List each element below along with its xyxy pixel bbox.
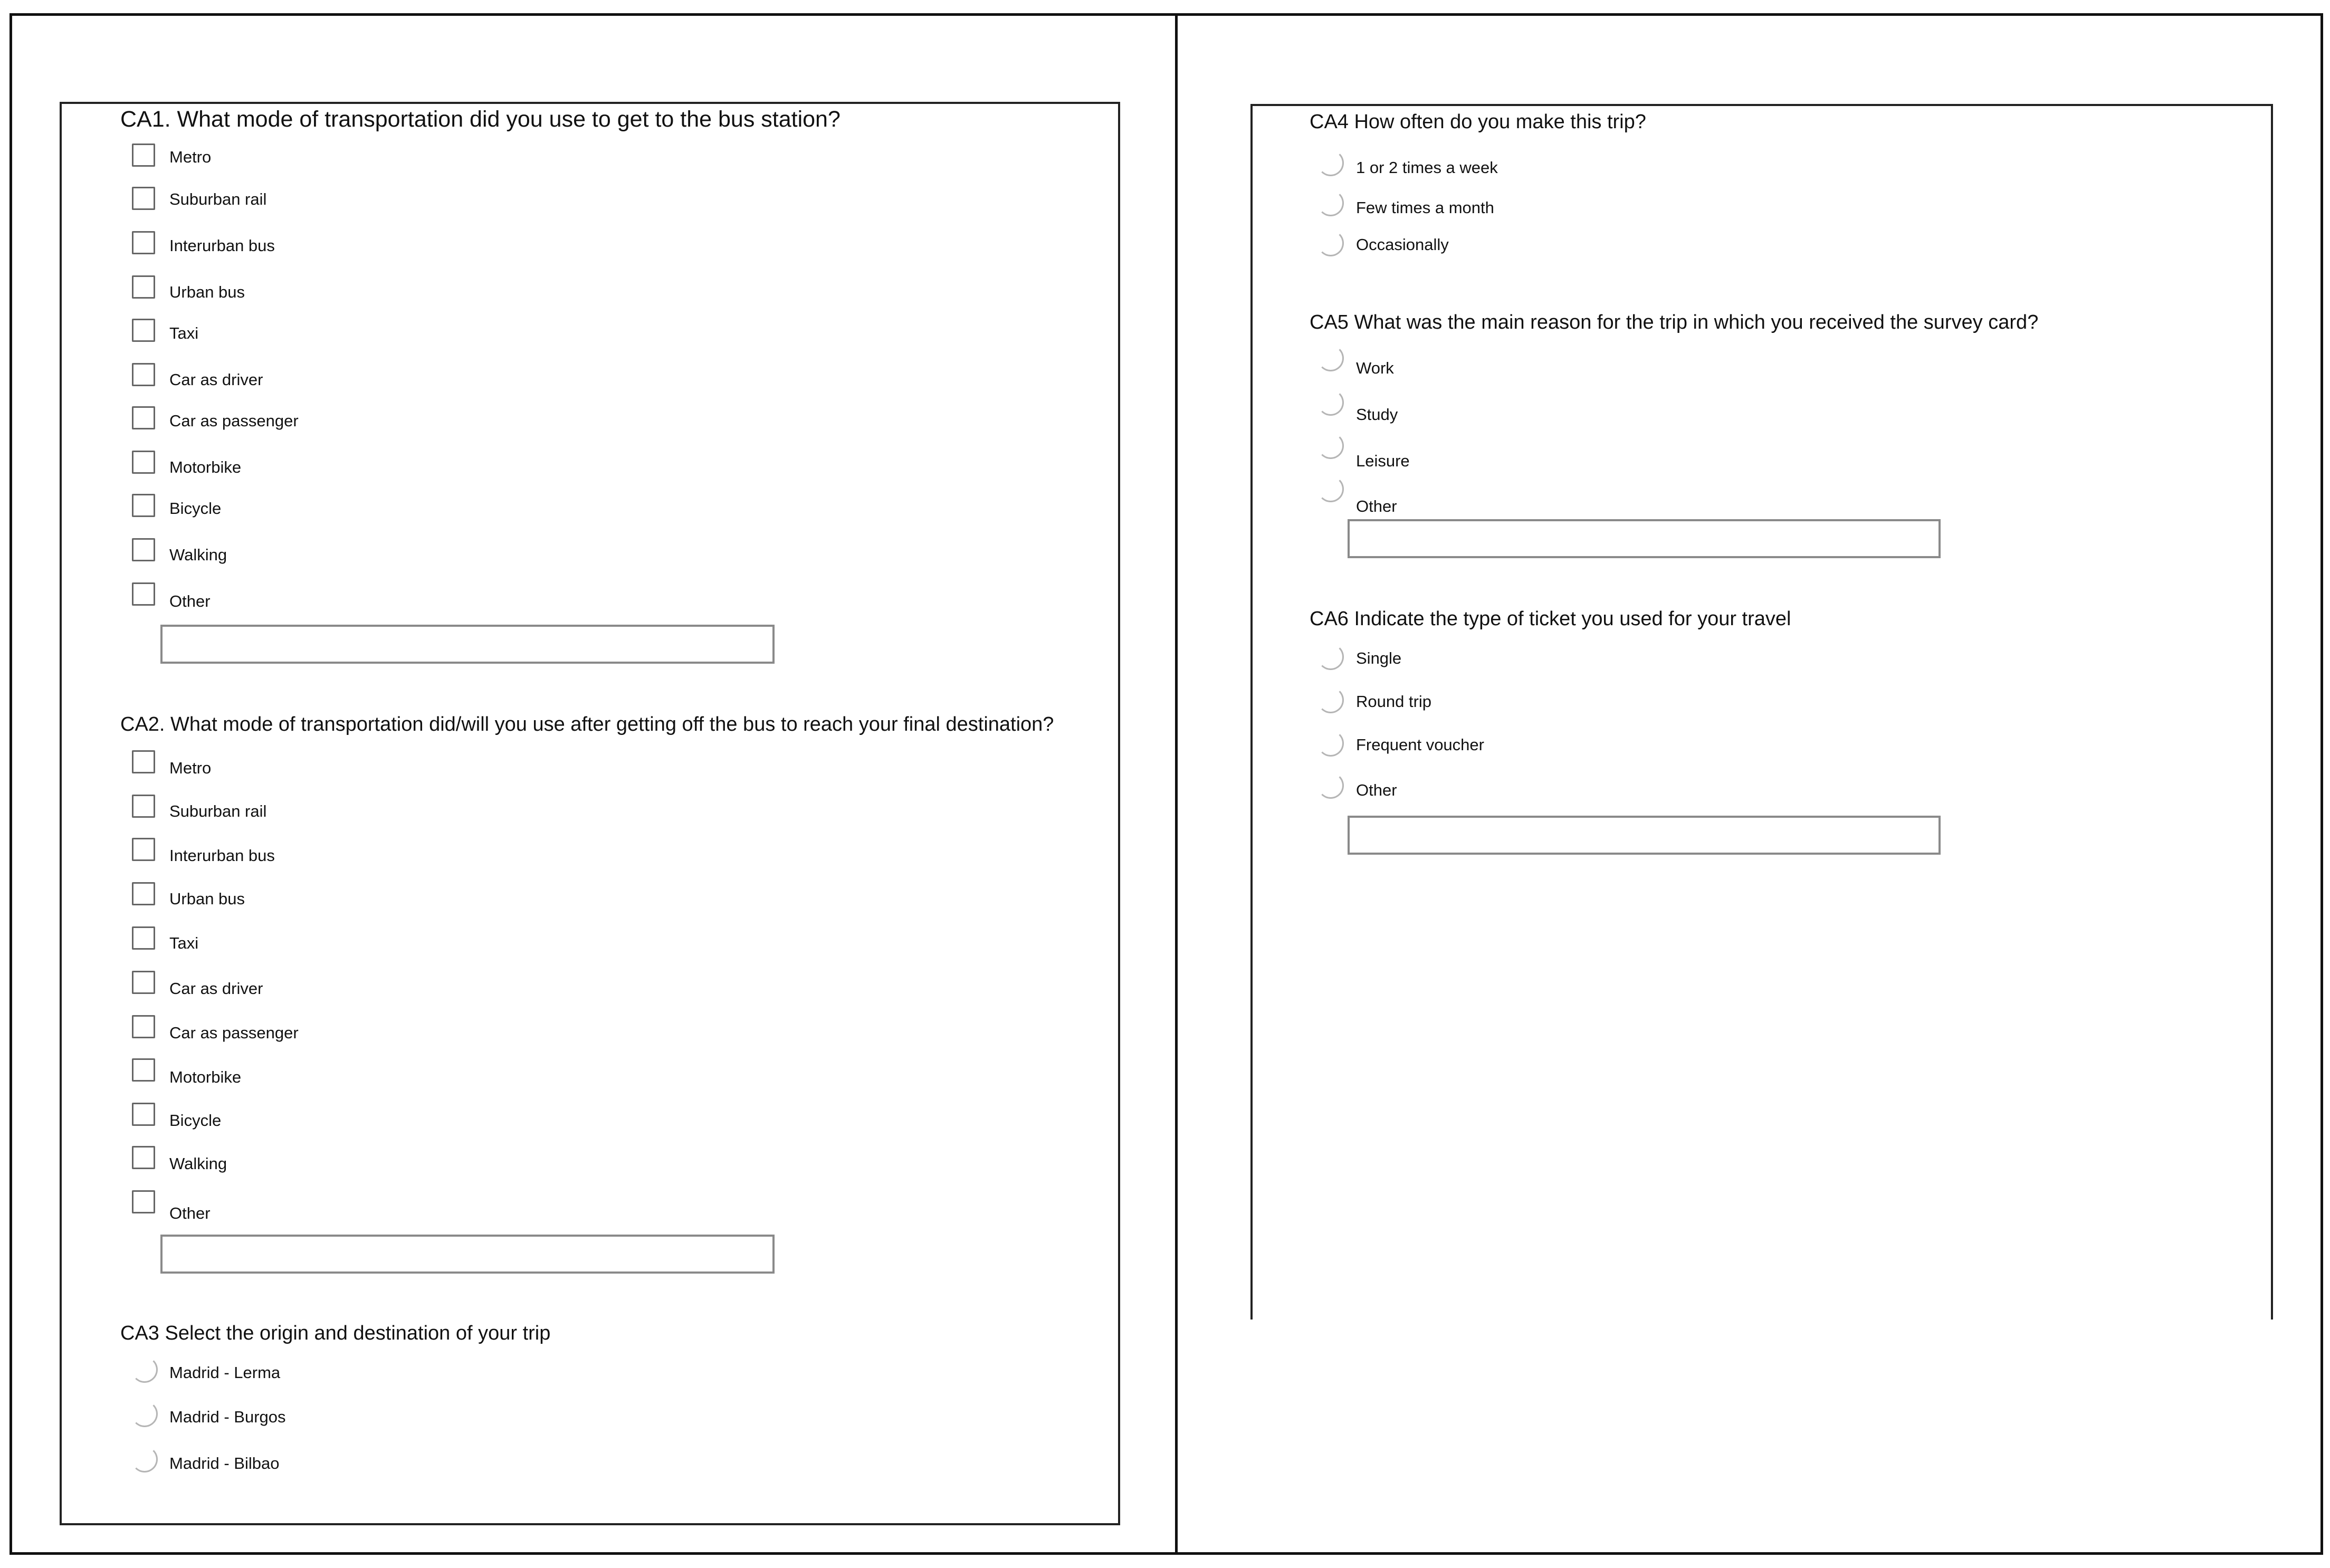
- ca2-checkbox-bicycle[interactable]: [132, 1103, 155, 1126]
- ca1-checkbox-urban-bus[interactable]: [132, 275, 155, 299]
- ca2-option-label: Motorbike: [169, 1068, 242, 1086]
- ca5-radio-leisure[interactable]: [1317, 433, 1344, 459]
- ca1-checkbox-car-as-passenger[interactable]: [132, 406, 155, 429]
- ca1-option-label: Taxi: [169, 324, 199, 342]
- ca3-option-label: Madrid - Lerma: [169, 1363, 281, 1382]
- ca2-checkbox-car-as-passenger[interactable]: [132, 1015, 155, 1038]
- ca3-radio-madrid-burgos[interactable]: [131, 1401, 158, 1427]
- ca3-radio-madrid-lerma[interactable]: [131, 1356, 158, 1383]
- ca1-option-label: Motorbike: [169, 458, 242, 476]
- ca6-question-title: CA6 Indicate the type of ticket you used for your travel: [1310, 608, 1791, 630]
- ca6-radio-single[interactable]: [1317, 644, 1344, 670]
- ca2-checkbox-car-as-driver[interactable]: [132, 971, 155, 994]
- ca3-radio-madrid-bilbao[interactable]: [131, 1446, 158, 1473]
- ca3-option-label: Madrid - Bilbao: [169, 1454, 280, 1473]
- ca2-checkbox-urban-bus[interactable]: [132, 882, 155, 905]
- ca6-option-label: Other: [1356, 781, 1397, 799]
- ca6-radio-other[interactable]: [1317, 772, 1344, 799]
- ca2-option-label: Taxi: [169, 934, 199, 952]
- ca2-option-label: Car as passenger: [169, 1024, 299, 1042]
- ca1-option-label: Bicycle: [169, 499, 222, 518]
- ca5-other-input[interactable]: [1348, 519, 1941, 558]
- ca5-option-label: Study: [1356, 405, 1398, 424]
- ca4-option-label: Occasionally: [1356, 235, 1449, 254]
- ca6-option-label: Single: [1356, 649, 1402, 667]
- ca5-option-label: Work: [1356, 359, 1394, 377]
- ca4-radio-few-times-a-month[interactable]: [1317, 190, 1344, 216]
- ca1-checkbox-other[interactable]: [132, 582, 155, 606]
- ca2-option-label: Interurban bus: [169, 846, 275, 865]
- ca4-option-label: Few times a month: [1356, 198, 1494, 217]
- ca1-checkbox-metro[interactable]: [132, 144, 155, 167]
- ca1-checkbox-walking[interactable]: [132, 538, 155, 561]
- ca5-option-label: Leisure: [1356, 452, 1410, 470]
- ca2-checkbox-metro[interactable]: [132, 750, 155, 773]
- ca2-other-text[interactable]: [163, 1237, 772, 1271]
- ca4-radio-1-or-2-times-a-week[interactable]: [1317, 150, 1344, 176]
- ca6-option-label: Frequent voucher: [1356, 735, 1484, 754]
- ca5-radio-work[interactable]: [1317, 345, 1344, 371]
- ca2-checkbox-walking[interactable]: [132, 1146, 155, 1169]
- ca1-checkbox-bicycle[interactable]: [132, 494, 155, 517]
- ca2-option-label: Bicycle: [169, 1111, 222, 1130]
- ca6-option-label: Round trip: [1356, 692, 1432, 711]
- ca1-checkbox-taxi[interactable]: [132, 319, 155, 342]
- ca5-radio-other[interactable]: [1317, 476, 1344, 502]
- ca2-option-label: Suburban rail: [169, 802, 267, 820]
- ca1-option-label: Walking: [169, 546, 227, 564]
- ca1-other-input[interactable]: [160, 625, 775, 664]
- ca5-option-label: Other: [1356, 497, 1397, 515]
- ca1-checkbox-interurban-bus[interactable]: [132, 231, 155, 254]
- ca4-question-title: CA4 How often do you make this trip?: [1310, 111, 1646, 133]
- ca2-option-label: Metro: [169, 759, 212, 777]
- ca4-radio-occasionally[interactable]: [1317, 230, 1344, 256]
- ca5-other-text[interactable]: [1350, 521, 1939, 556]
- ca6-other-text[interactable]: [1350, 818, 1939, 853]
- ca1-checkbox-suburban-rail[interactable]: [132, 187, 155, 210]
- ca2-checkbox-motorbike[interactable]: [132, 1058, 155, 1082]
- ca4-option-label: 1 or 2 times a week: [1356, 158, 1498, 177]
- ca2-other-input[interactable]: [160, 1235, 775, 1274]
- ca1-option-label: Car as driver: [169, 370, 263, 389]
- ca6-other-input[interactable]: [1348, 816, 1941, 855]
- ca2-option-label: Car as driver: [169, 979, 263, 998]
- ca5-question-title: CA5 What was the main reason for the trip in which you received the survey card?: [1310, 311, 2039, 333]
- ca2-checkbox-taxi[interactable]: [132, 926, 155, 950]
- ca1-option-label: Metro: [169, 148, 212, 166]
- ca1-other-text[interactable]: [163, 627, 772, 662]
- ca2-option-label: Urban bus: [169, 890, 245, 908]
- ca3-question-title: CA3 Select the origin and destination of your trip: [120, 1322, 551, 1344]
- ca1-option-label: Interurban bus: [169, 236, 275, 255]
- ca3-option-label: Madrid - Burgos: [169, 1408, 286, 1426]
- ca2-question-title: CA2. What mode of transportation did/will you use after getting off the bus to reach your final destination?: [120, 713, 1054, 735]
- ca2-option-label: Walking: [169, 1154, 227, 1173]
- ca2-checkbox-interurban-bus[interactable]: [132, 838, 155, 861]
- ca6-radio-round-trip[interactable]: [1317, 687, 1344, 713]
- ca2-checkbox-suburban-rail[interactable]: [132, 795, 155, 818]
- right-survey-panel: [1250, 104, 2273, 1320]
- ca1-checkbox-car-as-driver[interactable]: [132, 363, 155, 386]
- ca1-option-label: Suburban rail: [169, 190, 267, 208]
- ca1-option-label: Car as passenger: [169, 412, 299, 430]
- ca2-option-label: Other: [169, 1204, 211, 1222]
- ca6-radio-frequent-voucher[interactable]: [1317, 730, 1344, 757]
- ca1-option-label: Urban bus: [169, 283, 245, 301]
- ca1-option-label: Other: [169, 592, 211, 610]
- ca2-checkbox-other[interactable]: [132, 1190, 155, 1213]
- ca5-radio-study[interactable]: [1317, 389, 1344, 416]
- ca1-checkbox-motorbike[interactable]: [132, 451, 155, 474]
- ca1-question-title: CA1. What mode of transportation did you use to get to the bus station?: [120, 107, 841, 132]
